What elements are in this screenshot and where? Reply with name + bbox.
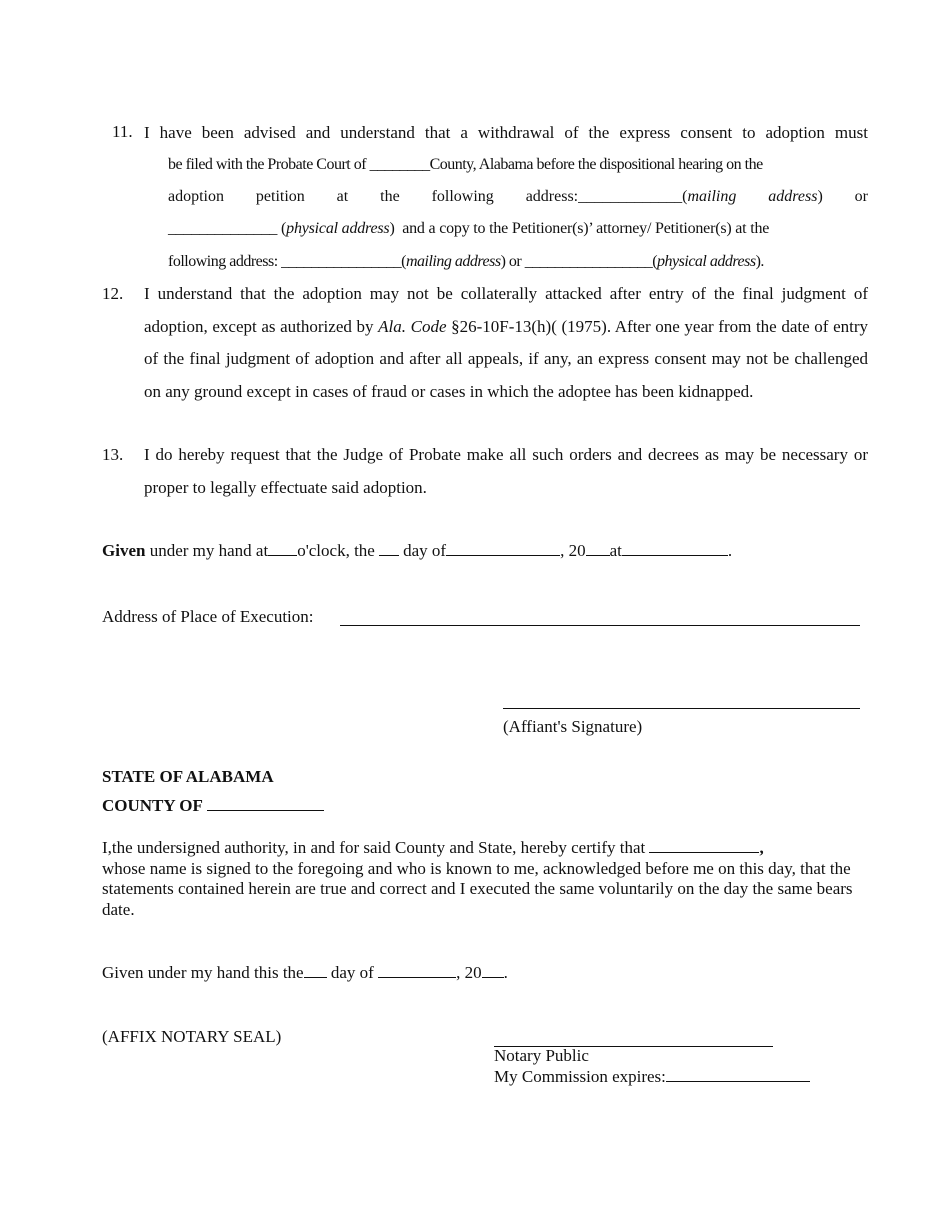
certify-paragraph: I,the undersigned authority, in and for said County and State, hereby certify that , whose name is signed to the foregoing and who is known to me, acknowledged before me on this day, that the statements contained herein are true and correct and I executed the same voluntarily on the day the same bears date. <box>102 838 853 919</box>
mailing-address-blank-1[interactable]: _____________ <box>578 188 683 205</box>
physical-address-blank-1[interactable]: ______________ <box>168 220 278 237</box>
notary-month-blank[interactable] <box>378 963 456 978</box>
notary-signature-line[interactable] <box>494 1032 773 1047</box>
county-blank[interactable] <box>207 796 324 811</box>
certify-name-blank[interactable] <box>649 838 759 853</box>
mailing-address-blank-2[interactable]: ________________ <box>281 253 402 270</box>
item-12-number: 12. <box>102 284 124 303</box>
hour-blank[interactable] <box>268 541 297 556</box>
item-13-text: I do hereby request that the Judge of Probate make all such orders and decrees as may be necessary or proper to legally effectuate said adoption. <box>144 445 868 497</box>
state-heading: STATE OF ALABAMA <box>102 767 274 786</box>
given-line: Given under my hand at o'clock, the day of , 20 at . <box>102 541 733 560</box>
day-blank[interactable] <box>379 541 399 556</box>
item-11-l1: I have been advised and understand that a withdrawal of the express consent to adoption must <box>144 123 868 142</box>
notary-day-blank[interactable] <box>304 963 327 978</box>
notary-public-label: Notary Public <box>494 1046 589 1065</box>
item-11-l2: be filed with the Probate Court of ________County, Alabama before the dispositional hearing on the <box>168 156 763 173</box>
item-11-l3: adoption petition at the following address:_____________(mailing address) or <box>168 188 869 205</box>
county-heading: COUNTY OF <box>102 796 324 816</box>
item-11-l4: ______________ (physical address) and a copy to the Petitioner(s)’ attorney/ Petitioner(s) at the <box>168 220 770 237</box>
item-12-text: I understand that the adoption may not be collaterally attacked after entry of the final judgment of adoption, except as authorized by Ala. Code §26-10F-13(h)( (1975). After one year from the date of entry of the final judgment of adoption and after all appeals, if any, an express consent may not be challenged on any ground except in cases of fraud or cases in which the adoptee has been kidnapped. <box>144 284 868 401</box>
commission-expiry-blank[interactable] <box>666 1067 810 1082</box>
address-label: Address of Place of Execution: <box>102 607 314 626</box>
notary-given-line: Given under my hand this the day of , 20 . <box>102 963 508 982</box>
place-blank[interactable] <box>622 541 728 556</box>
address-blank[interactable] <box>340 611 860 626</box>
notary-year-blank[interactable] <box>482 963 504 978</box>
affiant-signature-label: (Affiant's Signature) <box>503 717 643 736</box>
physical-address-blank-2[interactable]: _________________ <box>524 253 653 270</box>
affiant-signature-line[interactable] <box>503 694 860 709</box>
month-blank[interactable] <box>446 541 560 556</box>
item-13-number: 13. <box>102 445 124 464</box>
item-11-number: 11. <box>112 122 133 141</box>
ala-code-citation: Ala. Code <box>378 316 447 336</box>
commission-line: My Commission expires: <box>494 1067 810 1087</box>
item-11-l5: following address: ________________(mailing address) or _________________(physical address). <box>168 253 764 270</box>
notary-seal-label: (AFFIX NOTARY SEAL) <box>102 1027 282 1046</box>
year-blank[interactable] <box>586 541 610 556</box>
probate-county-blank[interactable]: ________ <box>369 156 430 173</box>
